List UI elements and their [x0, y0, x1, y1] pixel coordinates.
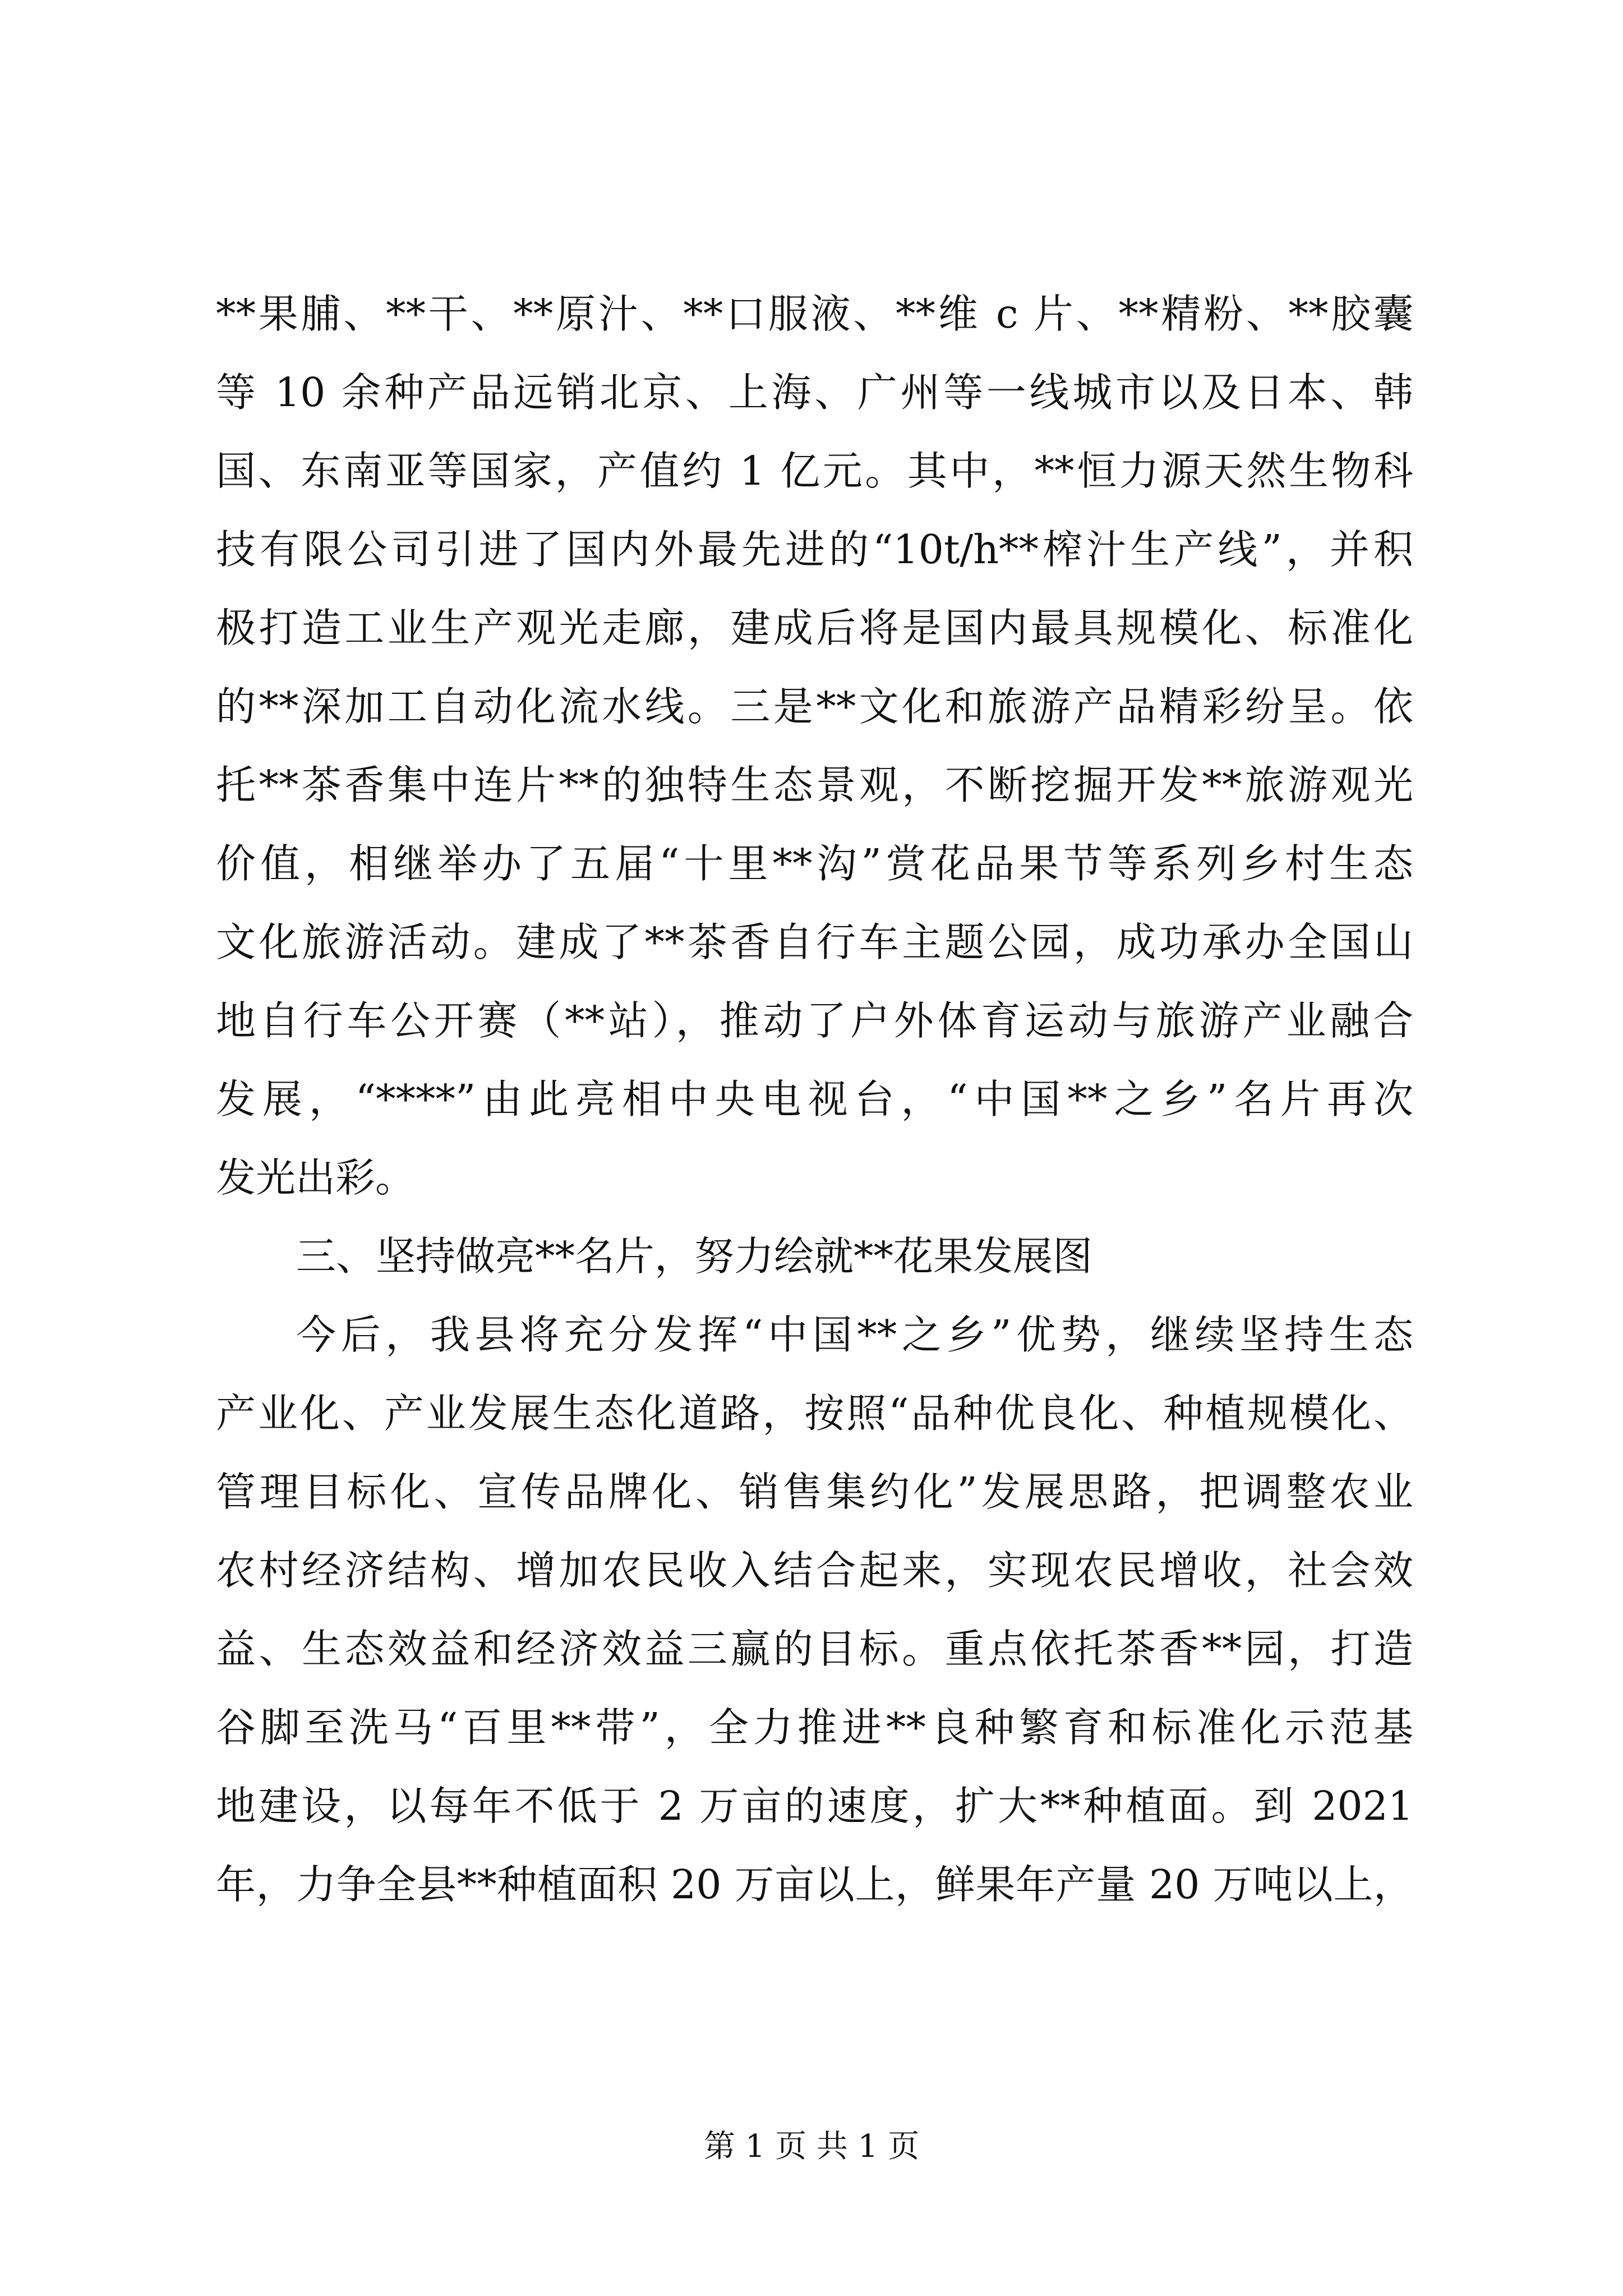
text-line: **果脯、**干、**原汁、**口服液、**维 c 片、**精粉、**胶囊 — [216, 291, 1413, 337]
text-line: 技有限公司引进了国内外最先进的“10t/h**榨汁生产线”，并积 — [216, 526, 1413, 573]
text-line: 地建设，以每年不低于 2 万亩的速度，扩大**种植面。到 2021 — [216, 1783, 1413, 1829]
text-line: 农村经济结构、增加农民收入结合起来，实现农民增收，社会效 — [216, 1547, 1413, 1594]
text-line: 发展，“****”由此亮相中央电视台，“中国**之乡”名片再次 — [216, 1076, 1413, 1122]
text-line: 托**茶香集中连片**的独特生态景观，不断挖掘开发**旅游观光 — [216, 762, 1413, 808]
page-footer: 第 1 页 共 1 页 — [703, 2128, 920, 2165]
body-text — [216, 275, 1413, 1924]
text-line: 地自行车公开赛（**站），推动了户外体育运动与旅游产业融合 — [216, 997, 1413, 1044]
text-line: 国、东南亚等国家，产值约 1 亿元。其中，**恒力源天然生物科 — [216, 448, 1413, 494]
text-line: 益、生态效益和经济效益三赢的目标。重点依托茶香**园，打造 — [216, 1626, 1413, 1672]
text-line: 管理目标化、宣传品牌化、销售集约化”发展思路，把调整农业 — [216, 1469, 1413, 1515]
paragraph-end-line: 发光出彩。 — [216, 1154, 416, 1201]
text-line: 价值，相继举办了五届“十里**沟”赏花品果节等系列乡村生态 — [216, 840, 1413, 887]
text-line: 等 10 余种产品远销北京、上海、广州等一线城市以及日本、韩 — [216, 369, 1413, 416]
text-line: 产业化、产业发展生态化道路，按照“品种优良化、种植规模化、 — [216, 1390, 1413, 1437]
text-line: 年，力争全县**种植面积 20 万亩以上，鲜果年产量 20 万吨以上， — [216, 1861, 1413, 1908]
text-line: 极打造工业生产观光走廊，建成后将是国内最具规模化、标准化 — [216, 605, 1413, 651]
text-line: 文化旅游活动。建成了**茶香自行车主题公园，成功承办全国山 — [216, 919, 1413, 965]
text-line: 谷脚至洗马“百里**带”，全力推进**良种繁育和标准化示范基 — [216, 1704, 1413, 1751]
text-line: 的**深加工自动化流水线。三是**文化和旅游产品精彩纷呈。依 — [216, 683, 1413, 730]
paragraph-first-line: 今后，我县将充分发挥“中国**之乡”优势，继续坚持生态 — [296, 1312, 1413, 1358]
section-heading: 三、坚持做亮**名片，努力绘就**花果发展图 — [296, 1233, 1093, 1280]
